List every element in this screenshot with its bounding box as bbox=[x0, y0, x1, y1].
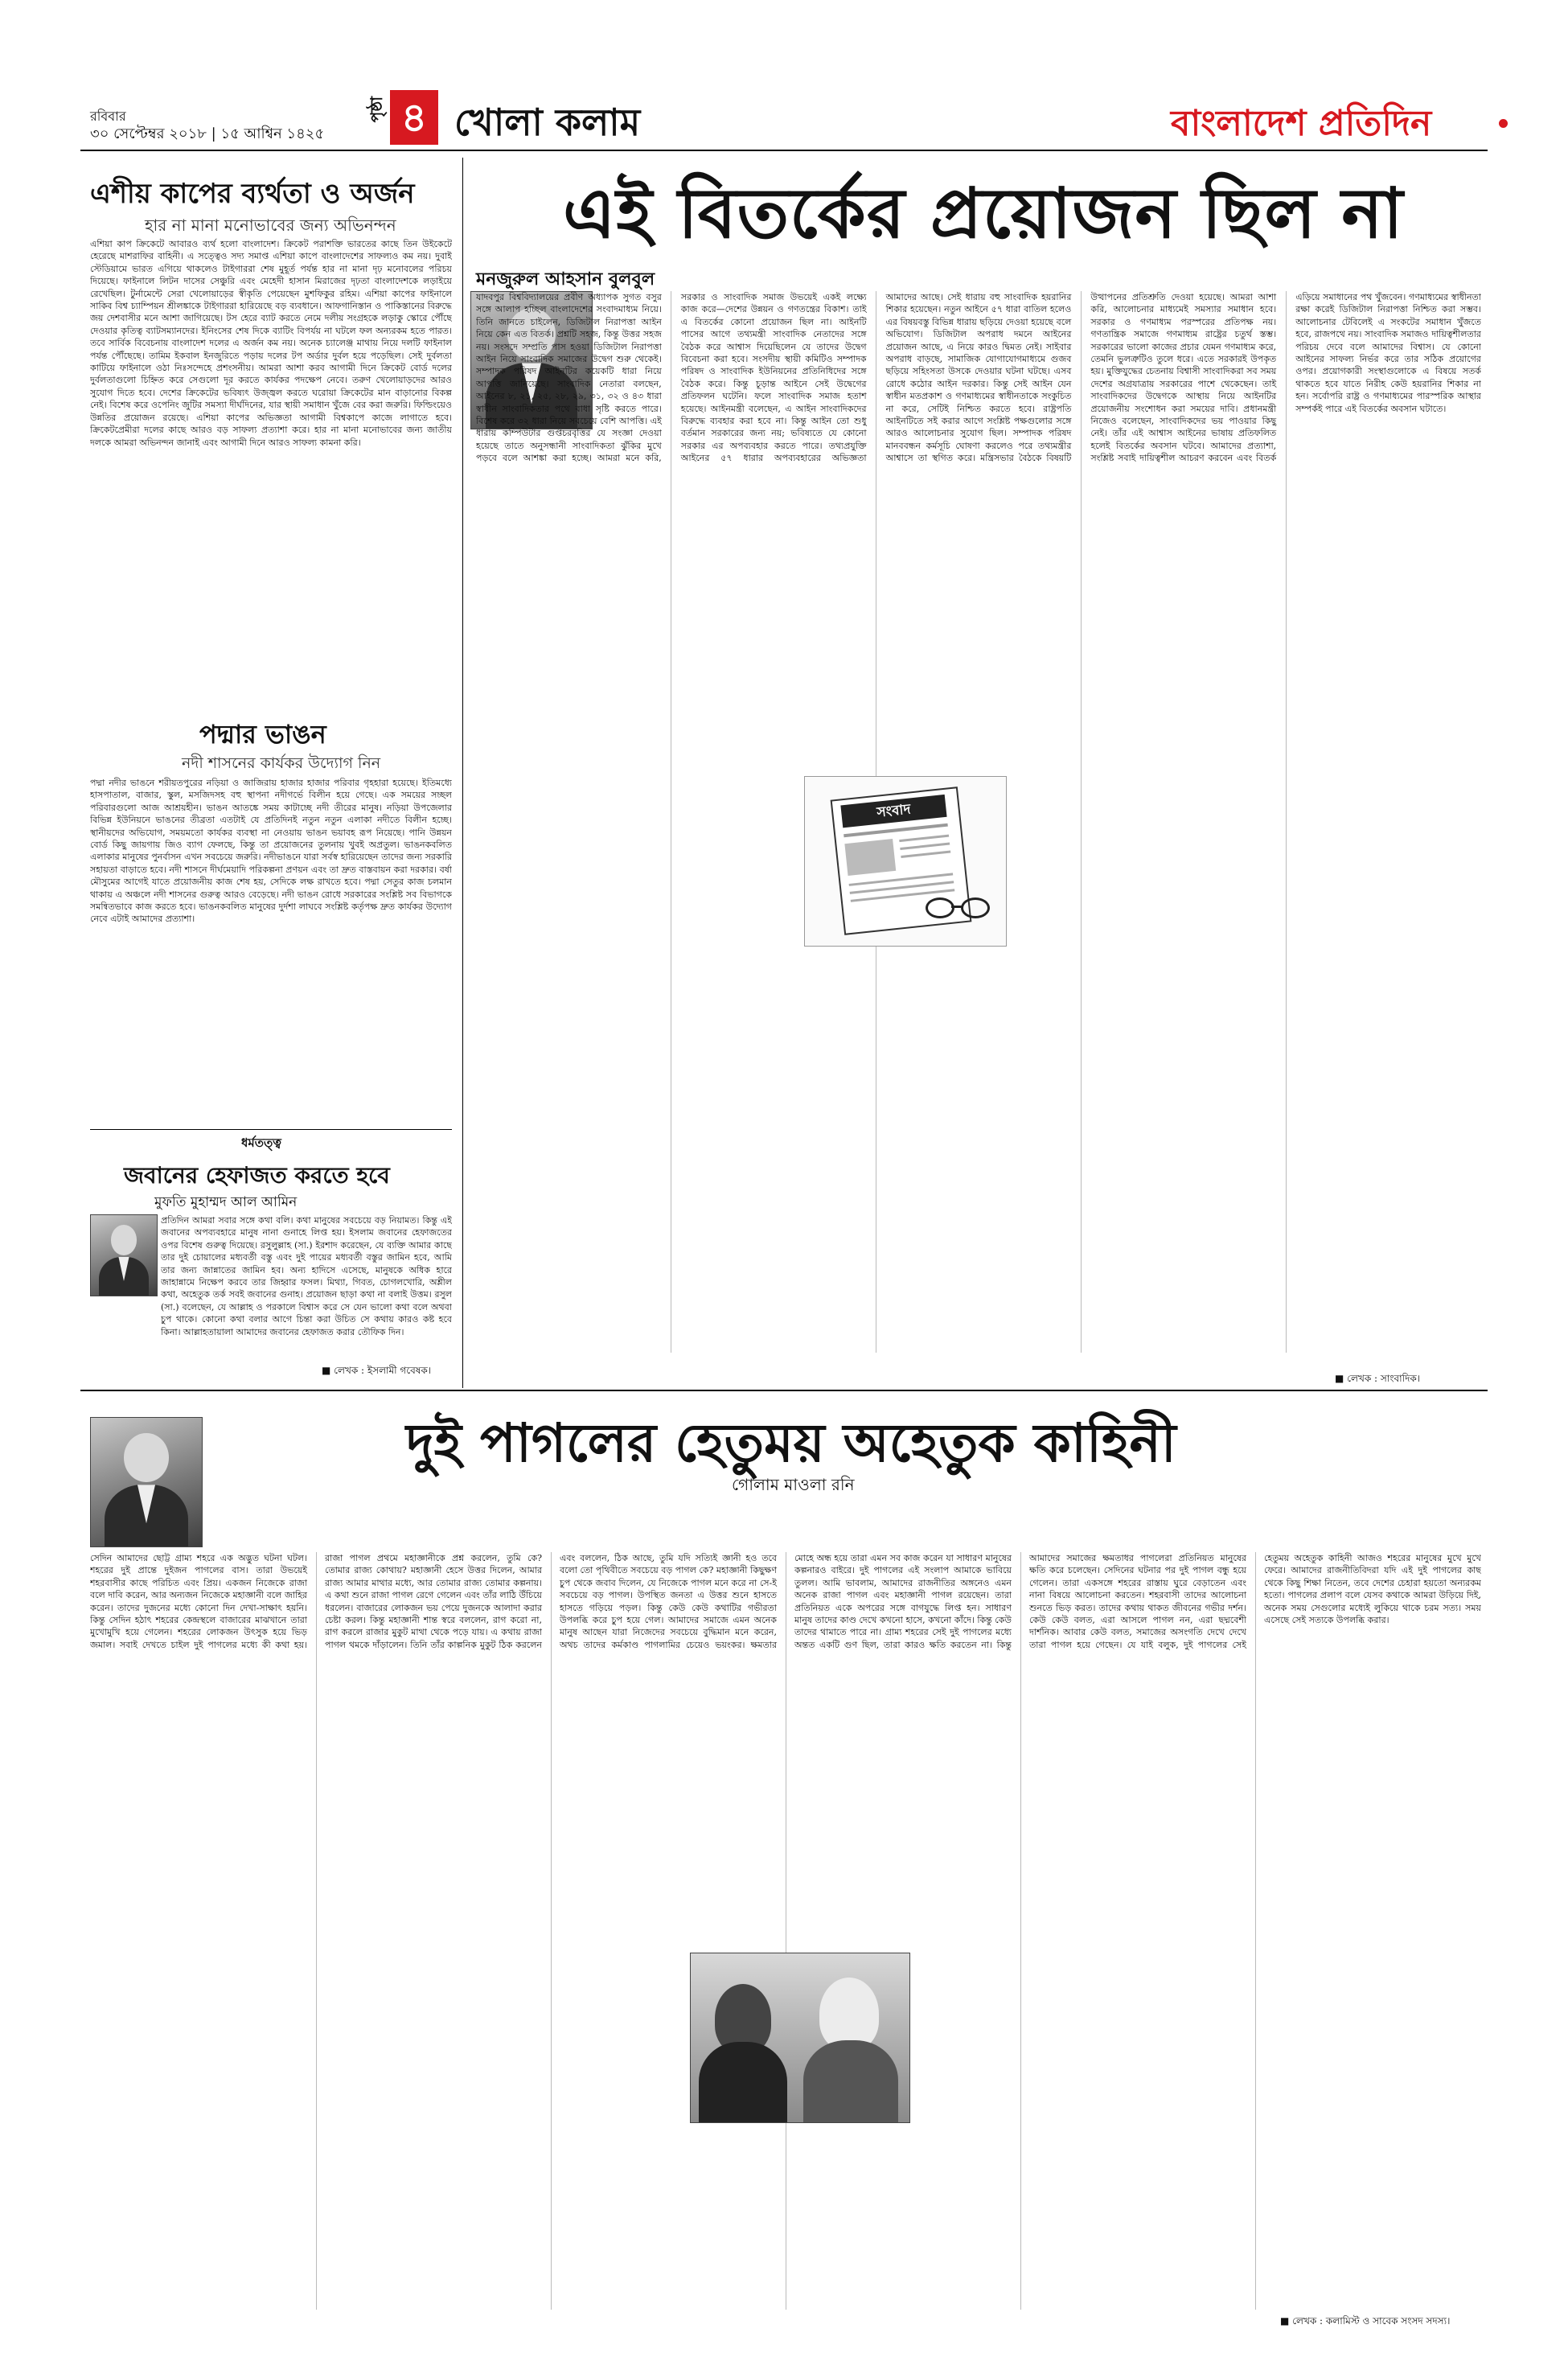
col1-body: এশিয়া কাপ ক্রিকেটে আবারও ব্যর্থ হলো বাংলাদেশ। ক্রিকেট পরাশক্তি ভারতের কাছে তিন উইকেটে হেরেছে মাশরাফির বাহিনী। এ সত্ত্বেও সদ্য সমাপ্ত এশিয়া কাপে বাংলাদেশের সাফল্যও কম নয়। দুবাই স্টেডিয়ামে ভারত এগিয়ে থাকলেও টাইগাররা শেষ মুহূর্ত পর্যন্ত হার না মানা দৃঢ় মনোবলের পরিচয় দিয়েছে। ফাইনালে লিটন দাসের সেঞ্চুরি এবং মেহেদী হাসান মিরাজের দৃঢ়তা বাংলাদেশকে লড়াইয়ে রেখেছিল। টুর্নামেন্টে সেরা খেলোয়াড়ের স্বীকৃতি পেয়েছেন মুশফিকুর রহিম। এশিয়া কাপের ফাইনালে সাকিব বিশ্ব চ্যাম্পিয়ন শ্রীলঙ্কাকে টাইগাররা হারিয়েছে বড় ব্যবধানে। আফগানিস্তান ও পাকিস্তানের বিরুদ্ধে জয় দেশবাসীর মনে আশা জাগিয়েছে। টস হেরে ব্যাট করতে নেমে দলীয় সংগ্রহকে লড়াকু স্কোরে পৌঁছে দেওয়ার কৃতিত্ব ব্যাটসম্যানদের। ইনিংসের শেষ দিকে ব্যাটিং বিপর্যয় না ঘটলে ফল অন্যরকম হতে পারত। তবে সার্বিক বিবেচনায় বাংলাদেশ দলের এ অর্জন কম নয়। অনেক চ্যালেঞ্জ মাথায় নিয়ে দলটি ফাইনাল পর্যন্ত পৌঁছেছে। তামিম ইকবাল ইনজুরিতে পড়ায় দলের টপ অর্ডার দুর্বল হয়ে পড়েছিল। সেই দুর্বলতা কাটিয়ে ফাইনালে ওঠা নিঃসন্দেহে প্রশংসনীয়। আমরা আশা করব আগামী দিনে ক্রিকেট বোর্ড দলের দুর্বলতাগুলো চিহ্নিত করে সেগুলো দূর করতে কার্যকর পদক্ষেপ নেবে। তরুণ খেলোয়াড়দের আরও সুযোগ দিতে হবে। দেশের ক্রিকেটের ভবিষ্যৎ উজ্জ্বল করতে ঘরোয়া ক্রিকেটের মান বাড়ানোর বিকল্প নেই। বিশেষ করে ওপেনিং জুটির সমস্যা দীর্ঘদিনের, যার স্থায়ী সমাধান খুঁজে বের করা জরুরি। ফিল্ডিংয়েও উন্নতির প্রয়োজন রয়েছে। এশিয়া কাপের অভিজ্ঞতা আগামী বিশ্বকাপে কাজে লাগাতে হবে। ক্রিকেটপ্রেমীরা দলের কাছে আরও বড় সাফল্য প্রত্যাশা করে। হার না মানা মনোভাবের জন্য জাতীয় দলকে আমরা অভিনন্দন জানাই এবং আগামী দিনে আরও সাফল্য কামনা করি। bbox=[90, 239, 452, 448]
section-title: খোলা কলাম bbox=[454, 101, 641, 144]
header-date: ৩০ সেপ্টেম্বর ২০১৮ | ১৫ আশ্বিন ১৪২৫ bbox=[90, 125, 325, 142]
newspaper-illustration bbox=[804, 776, 1007, 947]
author-photo bbox=[90, 1214, 158, 1296]
page-word: পৃষ্ঠা bbox=[367, 97, 386, 123]
lead-writer: ■ লেখক : সাংবাদিক। bbox=[1335, 1373, 1421, 1384]
second-author-photo bbox=[90, 1417, 203, 1547]
newspaper-label: সংবাদ bbox=[840, 795, 946, 828]
second-writer: ■ লেখক : কলামিস্ট ও সাবেক সংসদ সদস্য। bbox=[1280, 2315, 1451, 2327]
col1-title2: পদ্মার ভাঙন bbox=[199, 719, 326, 750]
col1-title: এশীয় কাপের ব্যর্থতা ও অর্জন bbox=[90, 178, 415, 210]
religion-tag: ধর্মতত্ত্ব bbox=[241, 1136, 281, 1150]
lead-author: মনজুরুল আহসান বুলবুল bbox=[476, 269, 655, 290]
lower-section-rule bbox=[80, 1390, 1488, 1391]
masthead-dot bbox=[1499, 119, 1508, 128]
col1-body3: প্রতিদিন আমরা সবার সঙ্গে কথা বলি। কথা মানুষের সবচেয়ে বড় নিয়ামত। কিন্তু এই জবানের অপব্যবহারে মানুষ নানা গুনাহে লিপ্ত হয়। ইসলাম জবানের হেফাজতের ওপর বিশেষ গুরুত্ব দিয়েছে। রসুলুল্লাহ (সা.) ইরশাদ করেছেন, যে ব্যক্তি আমার কাছে তার দুই চোয়ালের মধ্যবর্তী বস্তু এবং দুই পায়ের মধ্যবর্তী বস্তুর জামিন হবে, আমি তার জন্য জান্নাতের জামিন হব। অন্য হাদিসে এসেছে, মানুষকে অধিক হারে জাহান্নামে নিক্ষেপ করবে তার জিহ্বার ফসল। মিথ্যা, গিবত, চোগলখোরি, অশ্লীল কথা, অহেতুক তর্ক সবই জবানের গুনাহ। প্রয়োজন ছাড়া কথা না বলাই উত্তম। রসুল (সা.) বলেছেন, যে আল্লাহ ও পরকালে বিশ্বাস করে সে যেন ভালো কথা বলে অথবা চুপ থাকে। কোনো কথা বলার আগে চিন্তা করা উচিত সে কথায় কারও কষ্ট হবে কিনা। আল্লাহতায়ালা আমাদের জবানের হেফাজত করার তৌফিক দিন। bbox=[161, 1215, 452, 1337]
page-header bbox=[0, 0, 1568, 153]
col1-title3: জবানের হেফাজত করতে হবে bbox=[124, 1162, 390, 1189]
two-madmen-photo bbox=[690, 1953, 910, 2123]
col1-author3: মুফতি মুহাম্মদ আল আমিন bbox=[154, 1194, 298, 1210]
second-headline: দুই পাগলের হেতুময় অহেতুক কাহিনী bbox=[406, 1412, 1176, 1474]
col1-body2: পদ্মা নদীর ভাঙনে শরীয়তপুরের নড়িয়া ও জাজিরায় হাজার হাজার পরিবার গৃহহারা হয়েছে। ইতিমধ্যে হাসপাতাল, বাজার, স্কুল, মসজিদসহ বহু স্থাপনা নদীগর্ভে বিলীন হয়ে গেছে। এক সময়ের সচ্ছল পরিবারগুলো আজ আশ্রয়হীন। ভাঙন আতঙ্কে সময় কাটাচ্ছে নদী তীরের মানুষ। নড়িয়া উপজেলার বিভিন্ন ইউনিয়নে ভাঙনের তীব্রতা এতটাই যে প্রতিদিনই নতুন নতুন এলাকা নদীতে বিলীন হচ্ছে। স্থানীয়দের অভিযোগ, সময়মতো কার্যকর ব্যবস্থা না নেওয়ায় ভাঙন ভয়াবহ রূপ নিয়েছে। পানি উন্নয়ন বোর্ড কিছু জায়গায় জিও ব্যাগ ফেলছে, কিন্তু তা প্রয়োজনের তুলনায় খুবই অপ্রতুল। ভাঙনকবলিত এলাকার মানুষের পুনর্বাসন এখন সবচেয়ে জরুরি। নদীভাঙনে যারা সর্বস্ব হারিয়েছেন তাদের জন্য সরকারি সহায়তা বাড়াতে হবে। নদী শাসনে দীর্ঘমেয়াদি পরিকল্পনা প্রণয়ন এবং তা দ্রুত বাস্তবায়ন করা দরকার। বর্ষা মৌসুমের আগেই যাতে প্রয়োজনীয় কাজ শেষ হয়, সেদিকে লক্ষ রাখতে হবে। পদ্মা সেতুর কাজ চলমান থাকায় এ অঞ্চলে নদী শাসনের গুরুত্ব আরও বেড়েছে। নদী ভাঙন রোধে সরকারের সংশ্লিষ্ট সব বিভাগকে সমন্বিতভাবে কাজ করতে হবে। ভাঙনকবলিত মানুষের দুর্দশা লাঘবে সংশ্লিষ্ট কর্তৃপক্ষ দ্রুত কার্যকর উদ্যোগ নেবে এটাই আমাদের প্রত্যাশা। bbox=[90, 778, 452, 925]
second-body: সেদিন আমাদের ছোট্ট গ্রাম্য শহরে এক অদ্ভুত ঘটনা ঘটল। শহরের দুই প্রান্তে দুইজন পাগলের বাস। তারা উভয়েই শহরবাসীর কাছে পরিচিত এবং প্রিয়। একজন নিজেকে রাজা বলে দাবি করেন, আর অন্যজন নিজেকে মহাজ্ঞানী বলে জাহির করেন। তাদের দুজনের মধ্যে কোনো দিন দেখা-সাক্ষাৎ হয়নি। কিন্তু সেদিন হঠাৎ শহরের কেন্দ্রস্থলে বাজারের মাঝখানে তারা মুখোমুখি হয়ে গেলেন। শহরের লোকজন উৎসুক হয়ে ভিড় জমাল। সবাই দেখতে চাইল দুই পাগলের মধ্যে কী কথা হয়। রাজা পাগল প্রথমে মহাজ্ঞানীকে প্রশ্ন করলেন, তুমি কে? তোমার রাজ্য কোথায়? মহাজ্ঞানী হেসে উত্তর দিলেন, আমার রাজ্য আমার মাথার মধ্যে, আর তোমার রাজ্য তোমার কল্পনায়। এ কথা শুনে রাজা পাগল রেগে গেলেন এবং তাঁর লাঠি উঁচিয়ে ধরলেন। বাজারের লোকজন ভয় পেয়ে দুজনকে আলাদা করার চেষ্টা করল। কিন্তু মহাজ্ঞানী শান্ত স্বরে বললেন, রাগ করো না, রাগ করলে রাজার মুকুট মাথা থেকে পড়ে যায়। এ কথায় রাজা পাগল থমকে দাঁড়ালেন। তিনি তাঁর কাল্পনিক মুকুট ঠিক করলেন এবং বললেন, ঠিক আছে, তুমি যদি সত্যিই জ্ঞানী হও তবে বলো তো পৃথিবীতে সবচেয়ে বড় পাগল কে? মহাজ্ঞানী কিছুক্ষণ চুপ থেকে জবাব দিলেন, যে নিজেকে পাগল মনে করে না সে-ই সবচেয়ে বড় পাগল। উপস্থিত জনতা এ উত্তর শুনে হাসতে হাসতে গড়িয়ে পড়ল। কিন্তু কেউ কেউ কথাটির গভীরতা উপলব্ধি করে চুপ হয়ে গেল। আমাদের সমাজে এমন অনেক মানুষ আছেন যারা নিজেদের সবচেয়ে বুদ্ধিমান মনে করেন, অথচ তাদের কর্মকাণ্ড পাগলামির চেয়েও ভয়ংকর। ক্ষমতার মোহে অন্ধ হয়ে তারা এমন সব কাজ করেন যা সাধারণ মানুষের কল্পনারও বাইরে। দুই পাগলের এই সংলাপ আমাকে ভাবিয়ে তুলল। আমি ভাবলাম, আমাদের রাজনীতির অঙ্গনেও এমন অনেক রাজা পাগল এবং মহাজ্ঞানী পাগল রয়েছেন। তারা প্রতিনিয়ত একে অপরের সঙ্গে বাগযুদ্ধে লিপ্ত হন। সাধারণ মানুষ তাদের কাণ্ড দেখে কখনো হাসে, কখনো কাঁদে। কিন্তু কেউ তাদের থামাতে পারে না। গ্রাম্য শহরের সেই দুই পাগলের মধ্যে অন্তত একটি গুণ ছিল, তারা কারও ক্ষতি করতেন না। কিন্তু আমাদের সমাজের ক্ষমতাধর পাগলেরা প্রতিনিয়ত মানুষের ক্ষতি করে চলেছেন। সেদিনের ঘটনার পর দুই পাগল বন্ধু হয়ে গেলেন। তারা একসঙ্গে শহরের রাস্তায় ঘুরে বেড়াতেন এবং নানা বিষয়ে আলোচনা করতেন। শহরবাসী তাদের আলোচনা শুনতে ভিড় করত। তাদের কথায় থাকত জীবনের গভীর দর্শন। কেউ কেউ বলত, এরা আসলে পাগল নন, এরা ছদ্মবেশী দার্শনিক। আবার কেউ বলত, সমাজের অসংগতি দেখে দেখে তারা পাগল হয়ে গেছেন। যে যাই বলুক, দুই পাগলের সেই হেতুময় অহেতুক কাহিনী আজও শহরের মানুষের মুখে মুখে ফেরে। আমাদের রাজনীতিবিদরা যদি এই দুই পাগলের কাছ থেকে কিছু শিক্ষা নিতেন, তবে দেশের চেহারা হয়তো অন্যরকম হতো। পাগলের প্রলাপ বলে যেসব কথাকে আমরা উড়িয়ে দিই, অনেক সময় সেগুলোর মধ্যেই লুকিয়ে থাকে চরম সত্য। সময় এসেছে সেই সত্যকে উপলব্ধি করার। bbox=[90, 1553, 1481, 1650]
religion-rule bbox=[90, 1129, 452, 1130]
col1-writer3: ■ লেখক : ইসলামী গবেষক। bbox=[322, 1365, 432, 1376]
lead-body-1: যাদবপুর বিশ্ববিদ্যালয়ের প্রবীণ অধ্যাপক সুগত বসুর সঙ্গে আলাপ হচ্ছিল বাংলাদেশের সংবাদমাধ্যম নিয়ে। তিনি জানতে চাইলেন, ডিজিটাল নিরাপত্তা আইন নিয়ে কেন এত বিতর্ক। প্রশ্নটি সহজ, কিন্তু উত্তর সহজ নয়। সংসদে সম্প্রতি পাস হওয়া ডিজিটাল নিরাপত্তা আইন নিয়ে সাংবাদিক সমাজের উদ্বেগ শুরু থেকেই। সম্পাদক পরিষদ আইনটির কয়েকটি ধারা নিয়ে আপত্তি জানিয়েছে। সাংবাদিক নেতারা বলছেন, আইনের ৮, ২১, ২৫, ২৮, ২৯, ৩১, ৩২ ও ৪৩ ধারা স্বাধীন সাংবাদিকতার পথে বাধা সৃষ্টি করতে পারে। বিশেষ করে ৩২ ধারা নিয়ে সবচেয়ে বেশি আপত্তি। এই ধারায় কম্পিউটার গুপ্তচরবৃত্তির যে সংজ্ঞা দেওয়া হয়েছে তাতে অনুসন্ধানী সাংবাদিকতা ঝুঁকির মুখে পড়বে বলে আশঙ্কা করা হচ্ছে। আমরা মনে করি, সরকার ও সাংবাদিক সমাজ উভয়েই একই লক্ষ্যে কাজ করে—দেশের উন্নয়ন ও গণতন্ত্রের বিকাশ। তাই এ বিতর্কের কোনো প্রয়োজন ছিল না। আইনটি পাসের আগে তথ্যমন্ত্রী সাংবাদিক নেতাদের সঙ্গে বৈঠক করে আশ্বাস দিয়েছিলেন যে তাদের উদ্বেগ বিবেচনা করা হবে। সংসদীয় স্থায়ী কমিটিও সম্পাদক পরিষদ ও সাংবাদিক ইউনিয়নের প্রতিনিধিদের সঙ্গে বৈঠক করে। কিন্তু চূড়ান্ত আইনে সেই উদ্বেগের প্রতিফলন ঘটেনি। ফলে সাংবাদিক সমাজ হতাশ হয়েছে। আইনমন্ত্রী বলেছেন, এ আইন সাংবাদিকদের বিরুদ্ধে ব্যবহার করা হবে না। কিন্তু আইন তো শুধু বর্তমান সরকারের জন্য নয়; ভবিষ্যতে যে কোনো সরকার এর অপব্যবহার করতে পারে। তথ্যপ্রযুক্তি আইনের ৫৭ ধারার অপব্যবহারের অভিজ্ঞতা আমাদের আছে। সেই ধারায় বহু সাংবাদিক হয়রানির শিকার হয়েছেন। নতুন আইনে ৫৭ ধারা বাতিল হলেও এর বিষয়বস্তু বিভিন্ন ধারায় ছড়িয়ে দেওয়া হয়েছে বলে অভিযোগ। ডিজিটাল অপরাধ দমনে আইনের প্রয়োজন আছে, এ নিয়ে কারও দ্বিমত নেই। সাইবার অপরাধ বাড়ছে, সামাজিক যোগাযোগমাধ্যমে গুজব ছড়িয়ে সহিংসতা উসকে দেওয়ার ঘটনা ঘটছে। এসব রোধে কঠোর আইন দরকার। কিন্তু সেই আইন যেন স্বাধীন মতপ্রকাশ ও গণমাধ্যমের স্বাধীনতাকে সংকুচিত না করে, সেটিই নিশ্চিত করতে হবে। রাষ্ট্রপতি আইনটিতে সই করার আগে সংশ্লিষ্ট পক্ষগুলোর সঙ্গে আরও আলোচনার সুযোগ ছিল। সম্পাদক পরিষদ মানববন্ধন কর্মসূচি ঘোষণা করলেও পরে তথ্যমন্ত্রীর আশ্বাসে তা স্থগিত করে। মন্ত্রিসভার বৈঠকে বিষয়টি উত্থাপনের প্রতিশ্রুতি দেওয়া হয়েছে। আমরা আশা করি, আলোচনার মাধ্যমেই সমস্যার সমাধান হবে। সরকার ও গণমাধ্যম পরস্পরের প্রতিপক্ষ নয়। গণতান্ত্রিক সমাজে গণমাধ্যম রাষ্ট্রের চতুর্থ স্তম্ভ। সরকারের ভালো কাজের প্রচার যেমন গণমাধ্যম করে, তেমনি ভুলত্রুটিও তুলে ধরে। এতে সরকারই উপকৃত হয়। মুক্তিযুদ্ধের চেতনায় বিশ্বাসী সাংবাদিকরা সব সময় দেশের অগ্রযাত্রায় সরকারের পাশে থেকেছেন। তাই সাংবাদিকদের উদ্বেগকে আস্থায় নিয়ে আইনটির প্রয়োজনীয় সংশোধন করা সময়ের দাবি। প্রধানমন্ত্রী নিজেও বলেছেন, সাংবাদিকদের ভয় পাওয়ার কিছু নেই। তাঁর এই আশ্বাস আইনের ভাষায় প্রতিফলিত হলেই বিতর্কের অবসান ঘটবে। আমাদের প্রত্যাশা, সংশ্লিষ্ট সবাই দায়িত্বশীল আচরণ করবেন এবং বিতর্ক এড়িয়ে সমাধানের পথ খুঁজবেন। গণমাধ্যমের স্বাধীনতা রক্ষা করেই ডিজিটাল নিরাপত্তা নিশ্চিত করা সম্ভব। আলোচনার টেবিলেই এ সংকটের সমাধান খুঁজতে হবে, রাজপথে নয়। সাংবাদিক সমাজও দায়িত্বশীলতার পরিচয় দেবে বলে আমাদের বিশ্বাস। যে কোনো আইনের সাফল্য নির্ভর করে তার সঠিক প্রয়োগের ওপর। প্রয়োগকারী সংস্থাগুলোকে এ বিষয়ে সতর্ক থাকতে হবে যাতে নিরীহ কেউ হয়রানির শিকার না হন। সর্বোপরি রাষ্ট্র ও গণমাধ্যমের পারস্পরিক আস্থার সম্পর্কই পারে এই বিতর্কের অবসান ঘটাতে। bbox=[476, 292, 1481, 464]
lead-headline: এই বিতর্কের প্রয়োজন ছিল না bbox=[563, 174, 1404, 254]
page-number: ৪ bbox=[400, 94, 428, 141]
masthead-logo: বাংলাদেশ প্রতিদিন bbox=[1171, 103, 1432, 144]
col1-subtitle: হার না মানা মনোভাবের জন্য অভিনন্দন bbox=[145, 216, 396, 235]
column-divider bbox=[462, 158, 463, 1388]
header-day: রবিবার bbox=[90, 109, 126, 124]
glasses-icon bbox=[926, 897, 990, 917]
header-rule bbox=[80, 150, 1488, 151]
col1-subtitle2: নদী শাসনের কার্যকর উদ্যোগ নিন bbox=[182, 754, 381, 772]
second-author: গোলাম মাওলা রনি bbox=[732, 1475, 855, 1494]
